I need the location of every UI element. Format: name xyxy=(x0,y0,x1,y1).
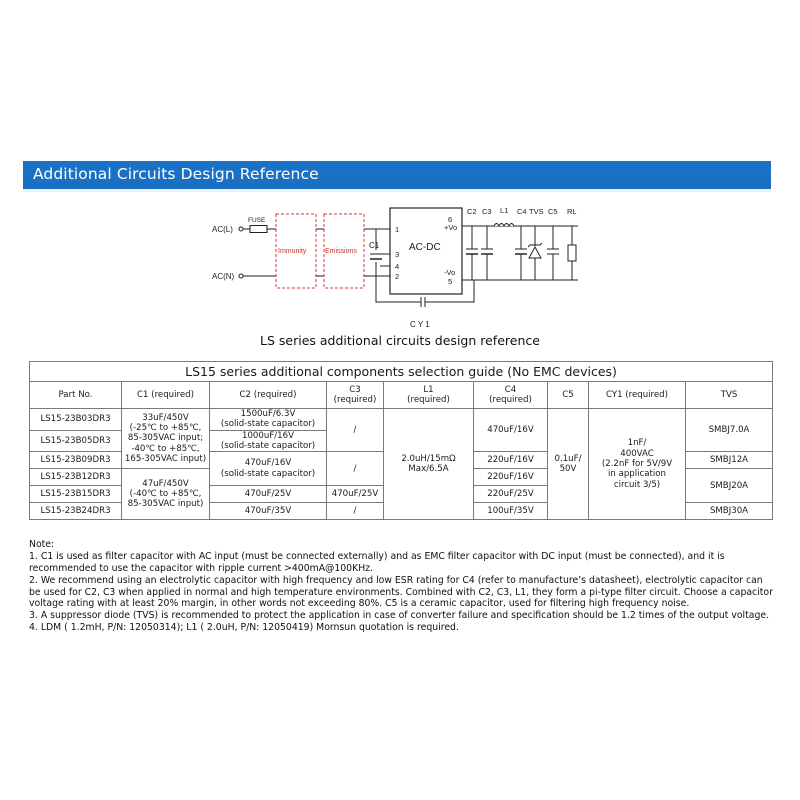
part-number: LS15-23B09DR3 xyxy=(30,452,122,469)
header-c4: C4 (required) xyxy=(474,382,548,409)
c3-symbol xyxy=(481,226,493,280)
l1-value: 2.0uH/15mΩ Max/6.5A xyxy=(384,409,474,520)
emissions-label: Emissions xyxy=(325,248,357,255)
circuit-diagram xyxy=(210,198,590,338)
note-item: 3. A suppressor diode (TVS) is recommended to protect the application in case of converter failure and specification should be 1.2 times of the output voltage. xyxy=(29,610,770,622)
note-item: 1. C1 is used as filter capacitor with AC input (must be connected externally) and as EMC filter capacitor with DC input (must be connected), and it is recommended to use the capacitor with ripple current >400mA@100KHz. xyxy=(29,550,725,574)
rl-label: RL xyxy=(567,207,577,216)
c2-value: 470uF/25V xyxy=(210,486,327,503)
c4-label: C4 xyxy=(517,207,527,216)
fuse-label: FUSE xyxy=(248,217,266,224)
header-c3: C3 (required) xyxy=(327,382,384,409)
notes-section xyxy=(29,539,774,634)
fuse-symbol xyxy=(250,226,267,233)
c5-value: 0.1uF/ 50V xyxy=(548,409,589,520)
ac-l-label: AC(L) xyxy=(212,225,233,234)
pin2-label: 2 xyxy=(395,272,400,281)
plus-vo-label: +Vo xyxy=(444,223,458,232)
c4-value: 220uF/16V xyxy=(474,452,548,469)
module-label: AC-DC xyxy=(409,242,441,253)
tvs-label: TVS xyxy=(529,207,544,216)
section-header xyxy=(23,161,771,189)
part-number: LS15-23B12DR3 xyxy=(30,469,122,486)
immunity-label: Immunity xyxy=(278,248,307,255)
c2-value: 1500uF/6.3V (solid-state capacitor) xyxy=(210,409,327,431)
header-tvs: TVS xyxy=(686,382,773,409)
pin6-label: 6 xyxy=(448,215,453,224)
c3-value: / xyxy=(327,452,384,486)
c4-value: 220uF/16V xyxy=(474,469,548,486)
table-row xyxy=(30,409,773,431)
tvs-value: SMBJ20A xyxy=(686,469,773,503)
c1-value: 33uF/450V (-25℃ to +85℃, 85-305VAC input; -40℃ to +85℃, 165-305VAC input) xyxy=(122,409,210,469)
ac-n-terminal xyxy=(239,274,243,278)
c2-value: 1000uF/16V (solid-state capacitor) xyxy=(210,430,327,452)
c3-value: / xyxy=(327,409,384,452)
cy1-value: 1nF/ 400VAC (2.2nF for 5V/9V in application circuit 3/5) xyxy=(589,409,686,520)
c5-symbol xyxy=(547,226,559,280)
header-l1: L1 (required) xyxy=(384,382,474,409)
c4-value: 220uF/25V xyxy=(474,486,548,503)
header-c5: C5 xyxy=(548,382,589,409)
minus-vo-label: -Vo xyxy=(444,268,456,277)
pin1-label: 1 xyxy=(395,225,400,234)
notes-title: Note: xyxy=(29,539,55,550)
diagram-caption: LS series additional circuits design reference xyxy=(260,333,540,348)
c1-value: 47uF/450V (-40℃ to +85℃, 85-305VAC input) xyxy=(122,469,210,520)
header-c1: C1 (required) xyxy=(122,382,210,409)
part-number: LS15-23B05DR3 xyxy=(30,430,122,452)
header-divider xyxy=(23,189,771,192)
rl-resistor xyxy=(568,226,576,280)
cy1-label: C Y 1 xyxy=(410,320,430,329)
note-item: 2. We recommend using an electrolytic capacitor with high frequency and low ESR rating for C4 (refer to manufacture’s datasheet), electrolytic capacitor can be used for C2, C3 when applied in normal and high temperature environments. Combined with C2, C3, L1, they form a pi-type filter circuit. Choose a capacitor voltage rating with at least 20% margin, in other words not exceeding 80%. C5 is a ceramic capacitor, used for filtering high frequency noise. xyxy=(29,574,773,610)
selection-guide-table xyxy=(29,361,773,520)
note-item: 4. LDM ( 1.2mH, P/N: 12050314); L1 ( 2.0uH, P/N: 12050419) Mornsun quotation is required. xyxy=(29,622,459,634)
table-header-row xyxy=(30,382,773,409)
ac-l-terminal xyxy=(239,227,243,231)
header-c2: C2 (required) xyxy=(210,382,327,409)
table-caption: LS15 series additional components selection guide (No EMC devices) xyxy=(30,362,773,382)
header-cy1: CY1 (required) xyxy=(589,382,686,409)
c3-label: C3 xyxy=(482,207,492,216)
c5-label: C5 xyxy=(548,207,558,216)
part-number: LS15-23B15DR3 xyxy=(30,486,122,503)
c1-label: C1 xyxy=(369,241,380,250)
header-part-no: Part No. xyxy=(30,382,122,409)
c4-symbol xyxy=(515,226,527,280)
pin4-label: 4 xyxy=(395,262,400,271)
section-title: Additional Circuits Design Reference xyxy=(33,165,319,183)
tvs-value: SMBJ30A xyxy=(686,503,773,520)
c2-value: 470uF/35V xyxy=(210,503,327,520)
part-number: LS15-23B03DR3 xyxy=(30,409,122,431)
c3-value: 470uF/25V xyxy=(327,486,384,503)
tvs-value: SMBJ12A xyxy=(686,452,773,469)
pin5-label: 5 xyxy=(448,277,453,286)
tvs-diode xyxy=(528,226,542,280)
pin3-label: 3 xyxy=(395,250,400,259)
c4-value: 100uF/35V xyxy=(474,503,548,520)
c2-value: 470uF/16V (solid-state capacitor) xyxy=(210,452,327,486)
l1-label: L1 xyxy=(500,206,509,215)
c3-value: / xyxy=(327,503,384,520)
c2-label: C2 xyxy=(467,207,477,216)
part-number: LS15-23B24DR3 xyxy=(30,503,122,520)
c2-symbol xyxy=(466,226,478,280)
tvs-value: SMBJ7.0A xyxy=(686,409,773,452)
c4-value: 470uF/16V xyxy=(474,409,548,452)
l1-inductor xyxy=(494,224,514,227)
ac-n-label: AC(N) xyxy=(212,272,235,281)
